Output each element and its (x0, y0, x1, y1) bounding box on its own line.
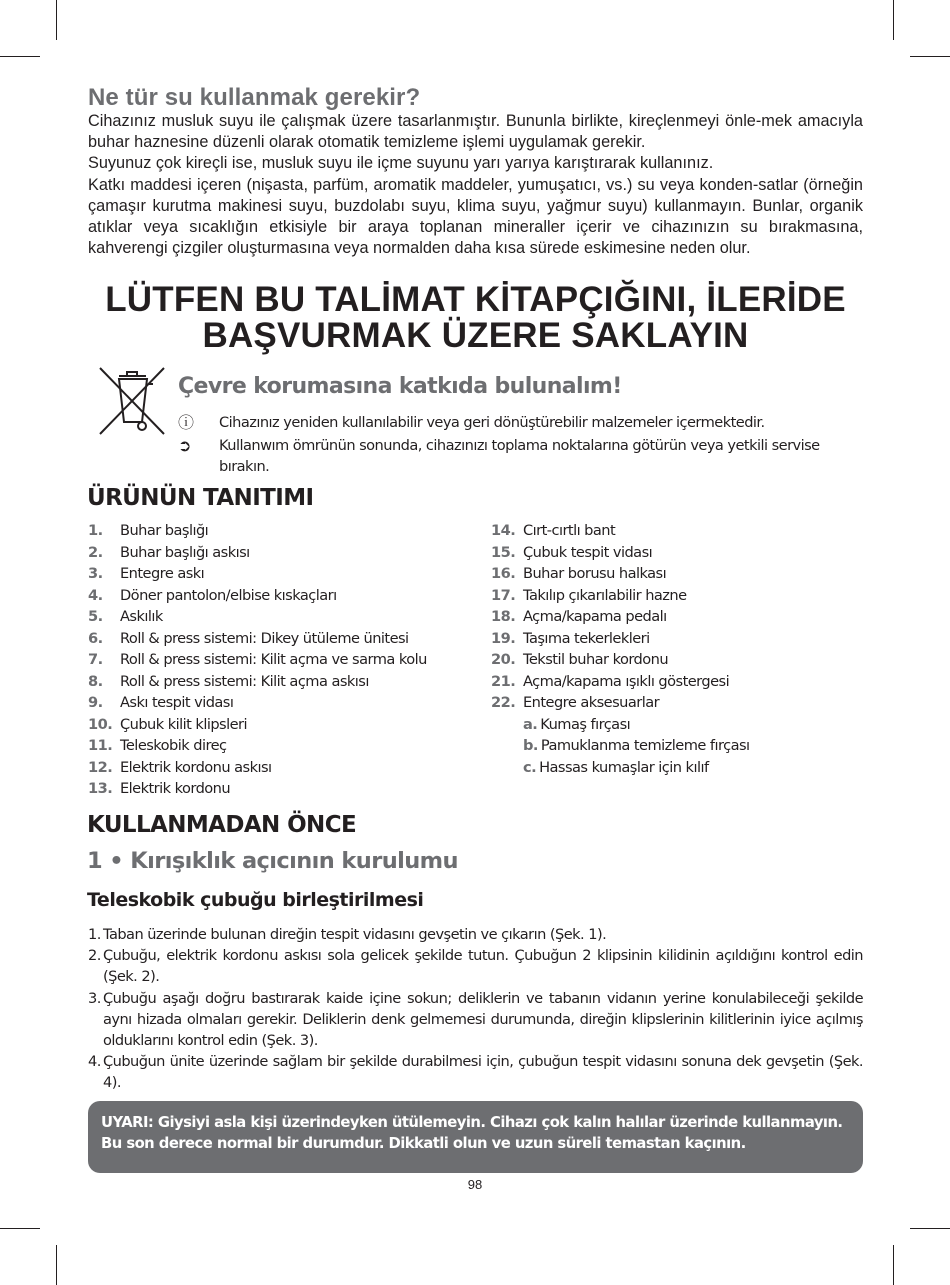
list-item (491, 628, 750, 650)
telescope-heading: Teleskobik çubuğu birleştirilmesi (87, 889, 424, 911)
step-text: Çubuğu aşağı doğru bastırarak kaide içine sokun; deliklerin ve tabanın vidanın yerine konulabileceği şekilde aynı hizada olmaları gerekir. Deliklerin denk gelmemesi durumunda, direğin klipslerinin kilitlerinin iyice açılmış olduklarını kontrol edin (Şek. 3). (103, 989, 863, 1050)
list-item (88, 757, 427, 779)
list-item (88, 649, 427, 671)
part-number: 19. (491, 629, 516, 647)
part-number: 16. (491, 565, 516, 582)
arrow-icon: ➲ (178, 436, 191, 455)
step-item (88, 988, 863, 1052)
list-item (88, 714, 427, 736)
part-label: Açma/kapama pedalı (523, 608, 667, 625)
part-label: Teleskobik direç (120, 737, 227, 754)
water-heading: Ne tür su kullanmak gerekir? (88, 84, 421, 111)
part-number: 20. (491, 651, 516, 668)
list-item (491, 606, 750, 628)
list-item (491, 692, 750, 714)
part-number: 2. (88, 543, 103, 561)
part-label: Buhar borusu halkası (523, 565, 667, 582)
list-item (88, 542, 427, 564)
part-number: 15. (491, 543, 516, 561)
part-label: Roll & press sistemi: Kilit açma askısı (120, 672, 369, 690)
crossed-out-wheelie-bin-icon (97, 364, 167, 438)
crop-mark (893, 1245, 894, 1285)
part-label: Entegre askı (120, 565, 205, 582)
banner-line: LÜTFEN BU TALİMAT KİTAPÇIĞINI, İLERİDE (105, 280, 846, 319)
part-number: 10. (88, 715, 113, 733)
part-label: Cırt-cırtlı bant (523, 522, 616, 539)
accessory-label: Hassas kumaşlar için kılıf (539, 758, 709, 776)
warning-line: Bu son derece normal bir durumdur. Dikkatli olun ve uzun süreli temastan kaçının. (101, 1135, 746, 1152)
part-label: Elektrik kordonu askısı (120, 758, 272, 776)
list-item (491, 542, 750, 564)
part-label: Askılık (120, 608, 163, 625)
step-number: 2. (88, 947, 101, 965)
list-item (88, 585, 427, 607)
list-item (88, 778, 427, 800)
step-text: Taban üzerinde bulunan direğin tespit vidasını gevşetin ve çıkarın (Şek. 1). (103, 926, 607, 943)
list-item (491, 671, 750, 693)
list-item (491, 520, 750, 542)
part-number: 17. (491, 586, 516, 604)
crop-mark (56, 1245, 57, 1285)
part-label: Elektrik kordonu (120, 780, 231, 797)
part-number: 18. (491, 608, 516, 625)
part-number: 9. (88, 694, 103, 711)
list-item (88, 735, 427, 757)
step-text: Çubuğu, elektrik kordonu askısı sola gelicek şekilde tutun. Çubuğun 2 klipsinin kilidinin açıldığını kontrol edin (Şek. 2). (103, 947, 863, 986)
part-number: 5. (88, 608, 103, 625)
crop-mark (910, 56, 950, 57)
parts-list-right (491, 520, 750, 778)
part-number: 1. (88, 522, 103, 539)
crop-mark (893, 0, 894, 40)
part-label: Takılıp çıkarılabilir hazne (523, 586, 687, 604)
accessory-label: Kumaş fırçası (540, 715, 631, 733)
step-item (88, 1051, 863, 1093)
part-label: Çubuk kilit klipsleri (120, 715, 247, 733)
part-number: 11. (88, 737, 113, 754)
accessory-letter: b. (523, 737, 538, 754)
list-item (491, 585, 750, 607)
step-text: Çubuğun ünite üzerinde sağlam bir şekilde durabilmesi için, çubuğun tespit vidasını sonuna dek gevşetin (Şek. 4). (103, 1053, 863, 1092)
part-label: Buhar başlığı askısı (120, 543, 250, 561)
step-number: 3. (88, 989, 101, 1007)
part-label: Çubuk tespit vidası (523, 543, 653, 561)
step-item (88, 924, 863, 945)
part-number: 21. (491, 672, 516, 690)
crop-mark (56, 0, 57, 40)
water-paragraph: Suyunuz çok kireçli ise, musluk suyu ile içme suyunu yarı yarıya karıştırarak kullanınız. (88, 154, 714, 173)
environment-row-text: Cihazınız yeniden kullanılabilir veya geri dönüştürebilir malzemeler içermektedir. (219, 414, 765, 431)
list-item (491, 563, 750, 585)
part-label: Buhar başlığı (120, 522, 209, 539)
environment-heading: Çevre korumasına katkıda bulunalım! (178, 374, 622, 399)
part-number: 3. (88, 565, 103, 582)
part-number: 12. (88, 758, 113, 776)
accessory-item (491, 714, 750, 736)
part-label: Entegre aksesuarlar (523, 694, 660, 711)
accessory-letter: a. (523, 715, 538, 733)
before-use-heading: KULLANMADAN ÖNCE (87, 812, 357, 838)
part-label: Tekstil buhar kordonu (523, 651, 669, 668)
water-paragraph: Cihazınız musluk suyu ile çalışmak üzere tasarlanmıştır. Bununla birlikte, kireçlenmeyi önle-mek amacıyla buhar haznesine düzenli olarak otomatik temizleme işlemi uygulamak gerekir. (88, 112, 863, 152)
list-item (88, 671, 427, 693)
assembly-steps (88, 924, 863, 1094)
recycle-info-icon: ⓘ (178, 413, 194, 432)
list-item (88, 563, 427, 585)
step-number: 4. (88, 1053, 101, 1071)
warning-box (88, 1101, 863, 1173)
environment-row (178, 412, 868, 433)
step-item (88, 945, 863, 987)
water-paragraph: Katkı maddesi içeren (nişasta, parfüm, aromatik maddeler, yumuşatıcı, vs.) su veya konden-satlar (örneğin çamaşır kurutma makinesi suyu, buzdolabı suyu, klima suyu, yağmur suyu) kullanmayın. Bunlar, organik atıklar veya sıcaklığın etkisiyle bir araya toplanan mineraller içerir ve cihazınızın su bırakmasına, kahverengi çizgiler oluşturmasına veya normalden daha kısa sürede eskimesine neden olur. (88, 175, 863, 258)
step-heading: 1 • Kırışıklık açıcının kurulumu (87, 848, 458, 874)
parts-list-left (88, 520, 427, 800)
part-label: Roll & press sistemi: Kilit açma ve sarma kolu (120, 651, 427, 668)
banner-line: BAŞVURMAK ÜZERE SAKLAYIN (202, 316, 749, 355)
list-item (88, 606, 427, 628)
environment-row (178, 435, 868, 477)
part-label: Askı tespit vidası (120, 694, 234, 711)
part-label: Açma/kapama ışıklı göstergesi (523, 672, 730, 690)
list-item (88, 520, 427, 542)
part-label: Döner pantolon/elbise kıskaçları (120, 586, 337, 604)
page-number: 98 (467, 1177, 483, 1192)
part-label: Roll & press sistemi: Dikey ütüleme ünitesi (120, 629, 409, 647)
accessory-letter: c. (523, 758, 537, 776)
crop-mark (910, 1228, 950, 1229)
part-number: 13. (88, 780, 113, 797)
keep-instructions-banner (88, 282, 863, 354)
part-number: 22. (491, 694, 516, 711)
part-number: 6. (88, 629, 103, 647)
part-number: 14. (491, 522, 516, 539)
crop-mark (0, 56, 40, 57)
crop-mark (0, 1228, 40, 1229)
accessory-item (491, 735, 750, 757)
step-number: 1. (88, 926, 101, 943)
accessory-item (491, 757, 750, 779)
list-item (491, 649, 750, 671)
list-item (88, 692, 427, 714)
product-intro-heading: ÜRÜNÜN TANITIMI (87, 485, 314, 511)
water-text (88, 111, 863, 259)
part-number: 8. (88, 672, 103, 690)
accessory-label: Pamuklanma temizleme fırçası (540, 737, 750, 754)
warning-line: UYARI: Giysiyi asla kişi üzerindeyken ütülemeyin. Cihazı çok kalın halılar üzerinde kullanmayın. (101, 1114, 843, 1131)
part-number: 7. (88, 651, 103, 668)
part-number: 4. (88, 586, 103, 604)
environment-row-text: Kullanwım ömrünün sonunda, cihazınızı toplama noktalarına götürün veya yetkili servise bırakın. (219, 437, 820, 475)
list-item (88, 628, 427, 650)
part-label: Taşıma tekerlekleri (523, 629, 650, 647)
